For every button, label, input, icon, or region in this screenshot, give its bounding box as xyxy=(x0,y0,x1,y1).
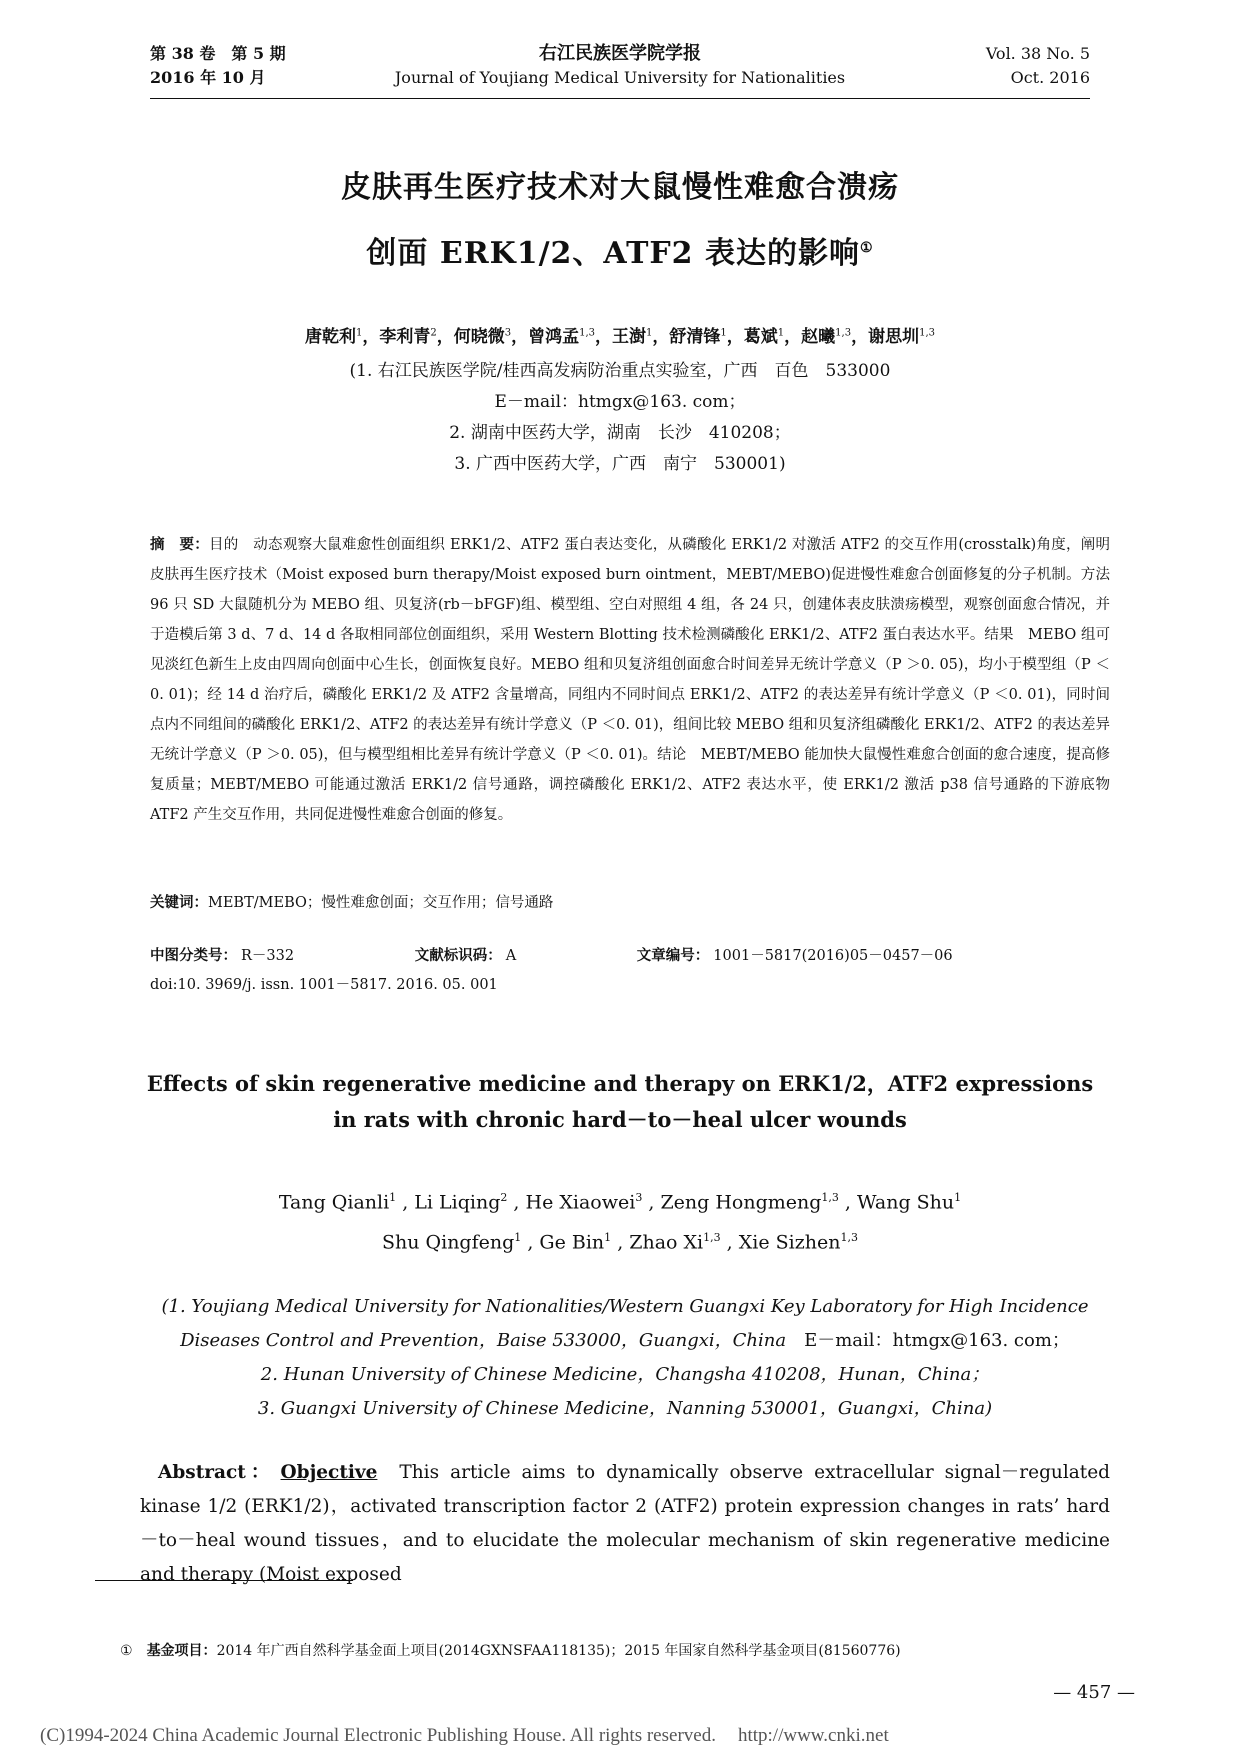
author-affiliation-sup: 1 xyxy=(720,327,727,339)
classification-line: 中图分类号： R－332 文献标识码： A 文章编号： 1001－5817(2016)05－0457－06 xyxy=(150,947,953,964)
cnki-link[interactable]: http://www.cnki.net xyxy=(737,1725,889,1746)
copyright-notice: (C)1994-2024 China Academic Journal Electronic Publishing House. All rights reserved. http://www.cnki.net xyxy=(40,1725,889,1746)
objective-label: Objective xyxy=(280,1462,378,1483)
author-affiliation-sup: 1 xyxy=(356,327,363,339)
author-list-en: Tang Qianli$^1$ , Li Liqing$^2$ , He Xiaowei$^3$ , Zeng Hongmeng$^{1,3}$ , Wang Shu$^1$ Shu Qingfeng$^1$ , Ge Bin$^1$ , Zhao Xi$^{1,3}$ , Xie Sizhen$^{1,3}$ xyxy=(278,1191,962,1254)
author-name: Wang Shu xyxy=(857,1191,955,1214)
author-list-cn: 唐乾利$^1$，李利青$^2$，何晓微$^3$，曾鸿孟$^{1,3}$，王澍$^1$，舒清锋$^1$，葛斌$^1$，赵曦$^{1,3}$，谢思圳$^{1,3}$ xyxy=(305,327,935,347)
author-name: 何晓微 xyxy=(453,327,505,347)
author-affiliation-sup: 1,3 xyxy=(835,327,852,339)
article-title-en: Effects of skin regenerative medicine and therapy on ERK1/2，ATF2 expressions in rats with chronic hard－to－heal ulcer wounds xyxy=(146,1071,1094,1132)
author-name: 舒清锋 xyxy=(669,327,721,347)
author-affiliation-sup: 1,3 xyxy=(703,1231,721,1245)
author-name: 葛斌 xyxy=(743,327,778,347)
author-affiliation-sup: 1 xyxy=(646,327,653,339)
page-header xyxy=(150,42,1090,98)
author-affiliation-sup: 2 xyxy=(500,1191,508,1204)
author-affiliation-sup: 1,3 xyxy=(579,327,596,339)
author-name: Shu Qingfeng xyxy=(382,1231,515,1254)
author-affiliation-sup: 1 xyxy=(389,1191,397,1204)
abstract-cn-label: 摘 要： xyxy=(150,536,210,553)
keywords-cn: 关键词：MEBT/MEBO；慢性难愈创面；交互作用；信号通路 xyxy=(150,894,554,911)
journal-name: 右江民族医学院学报 Journal of Youjiang Medical University for Nationalities xyxy=(394,43,846,87)
page-number: — 457 — xyxy=(1053,1682,1135,1703)
author-affiliation-sup: 1 xyxy=(604,1231,612,1245)
author-affiliation-sup: 1,3 xyxy=(821,1191,839,1204)
article-title-cn: 皮肤再生医疗技术对大鼠慢性难愈合溃疡 创面 ERK1/2、ATF2 表达的影响① xyxy=(341,170,899,271)
footnote-rule xyxy=(95,1580,353,1581)
author-affiliation-sup: 1,3 xyxy=(840,1231,858,1245)
author-name: He Xiaowei xyxy=(525,1191,636,1214)
author-name: Zhao Xi xyxy=(629,1231,704,1254)
affiliations-cn: (1. 右江民族医学院/桂西高发病防治重点实验室，广西 百色 533000 E－mail：htmgx@163. com； 2. 湖南中医药大学，湖南 长沙 410208； 3. 广西中医药大学，广西 南宁 530001) xyxy=(349,361,891,474)
author-affiliation-sup: 1 xyxy=(514,1231,522,1245)
author-name: Li Liqing xyxy=(414,1191,501,1214)
author-affiliation-sup: 3 xyxy=(635,1191,643,1204)
author-name: 李利青 xyxy=(379,327,431,347)
author-name: 赵曦 xyxy=(801,327,836,347)
author-affiliation-sup: 1 xyxy=(777,327,785,339)
abstract-en xyxy=(140,1456,1110,1592)
abstract-cn xyxy=(150,530,1125,830)
abstract-en-text: This article aims to dynamically observe extracellular signal－regulated kinase 1/2 (ERK1/2)，activated transcription factor 2 (ATF2) protein expression changes in rats’ hard－to－heal wound tissues，and to elucidate the molecular mechanism of skin regenerative medicine and therapy (Moist exposed xyxy=(140,1462,1111,1585)
author-name: Tang Qianli xyxy=(278,1191,390,1214)
author-affiliation-sup: 1,3 xyxy=(919,327,935,339)
author-name: 谢思圳 xyxy=(868,327,920,347)
footnote: ① 基金项目：2014 年广西自然科学基金面上项目(2014GXNSFAA118135)；2015 年国家自然科学基金项目(81560776) xyxy=(120,1643,901,1659)
author-name: 王澍 xyxy=(612,327,647,347)
abstract-cn-text: 目的 动态观察大鼠难愈性创面组织 ERK1/2、ATF2 蛋白表达变化，从磷酸化 ERK1/2 对激活 ATF2 的交互作用(crosstalk)角度，阐明皮肤再生医疗技术（Moist exposed burn therapy/Moist exposed burn ointment，MEBT/MEBO)促进慢性难愈合创面修复的分子机制。方法 96 只 SD 大鼠随机分为 MEBO 组、贝复济(rb－bFGF)组、模型组、空白对照组 4 组，各 24 只，创建体表皮肤溃疡模型，观察创面愈合情况，并于造模后第 3 d、7 d、14 d 各取相同部位创面组织，采用 Western Blotting 技术检测磷酸化 ERK1/2、ATF2 蛋白表达水平。结果 MEBO 组可见淡红色新生上皮由四周向创面中心生长，创面恢复良好。MEBO 组和贝复济组创面愈合时间差异无统计学意义（P ＞0. 05)，均小于模型组（P ＜0. 01)；经 14 d 治疗后，磷酸化 ERK1/2 及 ATF2 含量增高，同组内不同时间点 ERK1/2、ATF2 的表达差异有统计学意义（P ＜0. 01)，同时间点内不同组间的磷酸化 ERK1/2、ATF2 的表达差异有统计学意义（P ＜0. 01)，组间比较 MEBO 组和贝复济组磷酸化 ERK1/2、ATF2 的表达差异无统计学意义（P ＞0. 05)，但与模型组相比差异有统计学意义（P ＜0. 01)。结论 MEBT/MEBO 能加快大鼠慢性难愈合创面的愈合速度，提高修复质量；MEBT/MEBO 可能通过激活 ERK1/2 信号通路，调控磷酸化 ERK1/2、ATF2 表达水平，使 ERK1/2 激活 p38 信号通路的下游底物 ATF2 产生交互作用，共同促进慢性难愈合创面的修复。 xyxy=(150,537,1125,823)
volume-issue-en: Vol. 38 No. 5 Oct. 2016 xyxy=(985,44,1090,87)
author-name: 曾鸿孟 xyxy=(528,327,580,347)
author-name: Zeng Hongmeng xyxy=(660,1191,822,1214)
author-name: Ge Bin xyxy=(539,1231,605,1254)
affiliations-en: (1. Youjiang Medical University for Nationalities/Western Guangxi Key Laboratory for High Incidence Diseases Control and Prevention，Baise 533000，Guangxi，China E－mail：htmgx@163. com； 2. Hunan University of Chinese Medicine，Changsha 410208，Hunan，China； 3. Guangxi University of Chinese Medicine，Nanning 530001，Guangxi，China) xyxy=(161,1296,1089,1419)
header-rule xyxy=(150,98,1090,99)
author-name: 唐乾利 xyxy=(305,327,357,347)
author-affiliation-sup: 2 xyxy=(430,327,437,339)
author-affiliation-sup: 1 xyxy=(954,1191,962,1204)
volume-issue: 第 38 卷 第 5 期 2016 年 10 月 xyxy=(150,44,286,87)
doi: doi:10. 3969/j. issn. 1001－5817. 2016. 05. 001 xyxy=(150,977,498,993)
footnote-marker: ① xyxy=(860,240,874,256)
abstract-en-label: Abstract： xyxy=(158,1462,275,1483)
author-affiliation-sup: 3 xyxy=(504,327,512,339)
author-name: Xie Sizhen xyxy=(738,1231,841,1254)
